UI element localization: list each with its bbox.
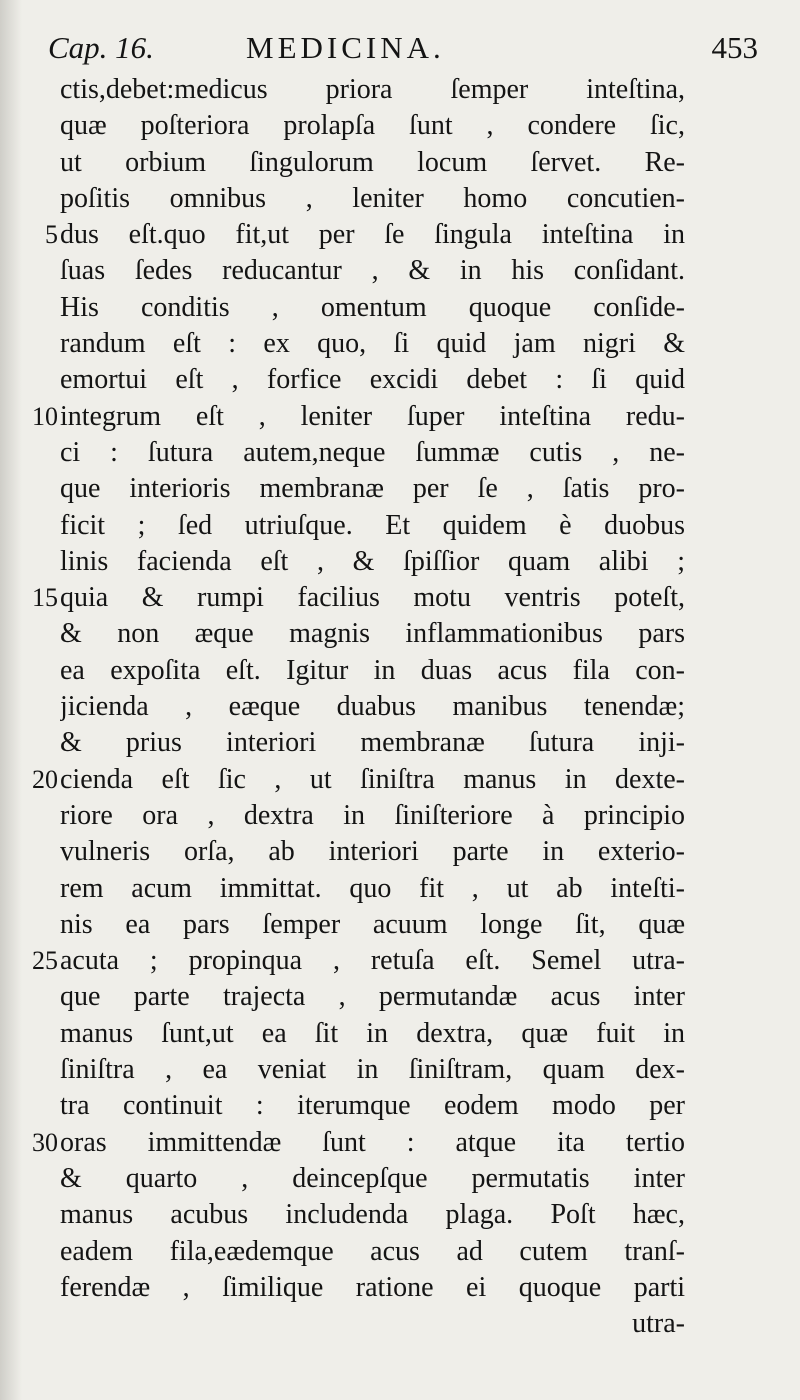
line-text: randum eſt : ex quo, ſi quid jam nigri & <box>60 328 685 360</box>
text-line <box>0 580 800 616</box>
line-text: linis facienda eſt , & ſpiſſior quam alibi ; <box>60 545 685 577</box>
text-line <box>0 907 800 943</box>
line-text: ctis,debet:medicus priora ſemper inteſtina, <box>60 74 685 105</box>
line-text: integrum eſt , leniter ſuper inteſtina redu- <box>60 400 685 432</box>
line-text: quia & rumpi facilius motu ventris poteſt, <box>60 582 685 614</box>
line-number: 10 <box>32 401 58 431</box>
text-line <box>0 1088 800 1124</box>
line-text: & non æque magnis inflammationibus pars <box>60 618 685 650</box>
text-line <box>0 871 800 907</box>
line-text: rem acum immittat. quo fit , ut ab inteſti- <box>60 872 685 904</box>
text-line <box>0 1234 800 1270</box>
text-line <box>0 689 800 725</box>
line-text: manus ſunt,ut ea ſit in dextra, quæ fuit in <box>60 1017 685 1049</box>
text-line <box>0 979 800 1015</box>
text-line <box>0 544 800 580</box>
text-line <box>0 1016 800 1052</box>
text-line <box>0 616 800 652</box>
text-line <box>0 834 800 870</box>
line-text: quæ poſteriora prolapſa ſunt , condere ſic, <box>60 110 685 142</box>
line-text: ci : ſutura autem,neque ſummæ cutis , ne- <box>60 436 685 468</box>
line-text: riore ora , dextra in ſiniſteriore à principio <box>60 799 685 831</box>
line-text: acuta ; propinqua , retuſa eſt. Semel utra- <box>60 945 685 977</box>
text-line <box>0 1270 800 1306</box>
text-line <box>0 798 800 834</box>
line-text: que interioris membranæ per ſe , ſatis pro- <box>60 473 685 505</box>
text-line <box>0 181 800 217</box>
line-number: 30 <box>32 1127 58 1157</box>
text-line <box>0 653 800 689</box>
line-text: ea expoſita eſt. Igitur in duas acus fila con- <box>60 654 685 686</box>
text-line <box>0 72 800 108</box>
text-line <box>0 253 800 289</box>
line-text: ferendæ , ſimilique ratione ei quoque parti <box>60 1271 685 1303</box>
line-text: manus acubus includenda plaga. Poſt hæc, <box>60 1199 685 1231</box>
line-text: jicienda , eæque duabus manibus tenendæ; <box>60 691 685 723</box>
line-text: ſuas ſedes reducantur , & in his conſidant. <box>60 255 685 287</box>
line-text: oras immittendæ ſunt : atque ita tertio <box>60 1126 685 1158</box>
line-text: eadem fila,eædemque acus ad cutem tranſ- <box>60 1235 685 1267</box>
text-line <box>0 217 800 253</box>
line-text: vulneris orſa, ab interiori parte in exterio- <box>60 836 685 868</box>
line-text: que parte trajecta , permutandæ acus inter <box>60 981 685 1013</box>
line-text: nis ea pars ſemper acuum longe ſit, quæ <box>60 908 685 940</box>
text-line <box>0 1161 800 1197</box>
line-text: tra continuit : iterumque eodem modo per <box>60 1090 685 1122</box>
line-text: ut orbium ſingulorum locum ſervet. Re- <box>60 146 685 178</box>
line-number: 15 <box>32 583 58 613</box>
text-line <box>0 471 800 507</box>
text-line <box>0 435 800 471</box>
line-number: 5 <box>45 220 58 250</box>
text-line <box>0 1197 800 1233</box>
chapter-reference: Cap. 16. <box>48 30 154 65</box>
line-text: poſitis omnibus , leniter homo concutien- <box>60 182 685 214</box>
line-text: ſiniſtra , ea veniat in ſiniſtram, quam dex- <box>60 1054 685 1086</box>
line-text: His conditis , omentum quoque conſide- <box>60 291 685 323</box>
line-text: ficit ; ſed utriuſque. Et quidem è duobus <box>60 509 685 541</box>
text-line <box>0 943 800 979</box>
line-text: utra- <box>632 1308 685 1340</box>
line-text: & prius interiori membranæ ſutura inji- <box>60 727 685 759</box>
text-line <box>0 1125 800 1161</box>
line-number: 25 <box>32 946 58 976</box>
line-text: cienda eſt ſic , ut ſiniſtra manus in dexte- <box>60 763 685 795</box>
text-line <box>0 145 800 181</box>
text-line <box>0 725 800 761</box>
line-number: 20 <box>32 764 58 794</box>
line-text: & quarto , deincepſque permutatis inter <box>60 1162 685 1194</box>
line-text: emortui eſt , forfice excidi debet : ſi quid <box>60 364 685 396</box>
text-line <box>0 1306 800 1342</box>
text-line <box>0 1052 800 1088</box>
text-line <box>0 326 800 362</box>
body-text <box>0 72 800 1342</box>
page-number: 453 <box>711 30 758 65</box>
text-line <box>0 290 800 326</box>
running-head <box>48 30 758 70</box>
text-line <box>0 362 800 398</box>
text-line <box>0 508 800 544</box>
text-line <box>0 399 800 435</box>
text-line <box>0 762 800 798</box>
text-line <box>0 108 800 144</box>
running-title: MEDICINA. <box>246 30 445 65</box>
line-text: dus eſt.quo fit,ut per ſe ſingula inteſtina in <box>60 219 685 251</box>
